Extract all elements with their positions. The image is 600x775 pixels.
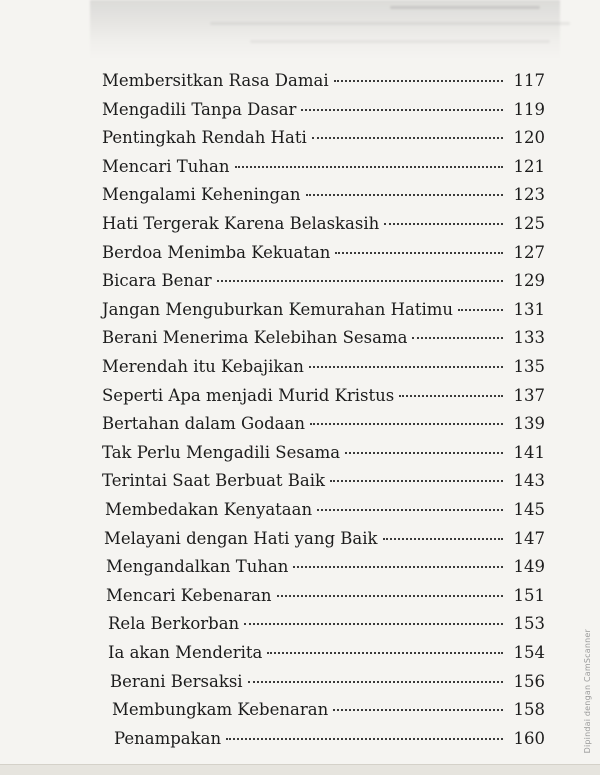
toc-entry-title: Terintai Saat Berbuat Baik (102, 471, 326, 491)
toc-entry (102, 297, 545, 323)
toc-entry (114, 726, 545, 752)
page-bottom-edge (0, 764, 600, 775)
toc-entry-title: Bertahan dalam Godaan (102, 414, 305, 434)
toc-entry-title: Jangan Menguburkan Kemurahan Hatimu (102, 299, 453, 319)
toc-entry-page-number: 133 (513, 328, 545, 348)
toc-entry-page-number: 147 (513, 528, 545, 548)
toc-entry-page-number: 156 (513, 671, 545, 691)
toc-entry-title: Berani Bersaksi (110, 671, 243, 691)
show-through-shadow (90, 0, 560, 60)
toc-entry-page-number: 125 (513, 214, 545, 233)
toc-entry-page-number: 141 (513, 442, 545, 462)
toc-entry (102, 268, 545, 294)
toc-entry-title: Rela Berkorban (108, 614, 240, 634)
toc-dot-leader (384, 223, 503, 225)
toc-entry-title: Membersitkan Rasa Damai (102, 71, 329, 90)
toc-entry (106, 583, 545, 609)
toc-entry-title: Ia akan Menderita (108, 643, 263, 662)
watermark-text: Dipindai dengan CamScanner (583, 628, 592, 753)
toc-entry-title: Melayani dengan Hati yang Baik (104, 528, 378, 548)
toc-entry-title: Mengadili Tanpa Dasar (102, 99, 297, 119)
toc-entry-title: Berdoa Menimba Kekuatan (102, 242, 331, 262)
toc-entry (102, 154, 545, 180)
toc-entry-page-number: 145 (513, 500, 545, 519)
toc-dot-leader (217, 280, 503, 282)
toc-dot-leader (333, 709, 503, 711)
scanner-watermark (583, 629, 592, 753)
toc-entry-title: Berani Menerima Kelebihan Sesama (102, 328, 408, 348)
toc-entry-page-number: 131 (513, 299, 545, 319)
toc-dot-leader (399, 395, 503, 397)
toc-entry-page-number: 151 (513, 585, 545, 605)
toc-entry-page-number: 154 (513, 643, 545, 662)
toc-dot-leader (248, 681, 503, 683)
toc-entry-title: Membedakan Kenyataan (105, 500, 313, 519)
toc-entry-page-number: 121 (513, 156, 545, 176)
toc-entry-title: Merendah itu Kebajikan (102, 357, 304, 376)
toc-entry (102, 468, 545, 494)
toc-entry (102, 68, 545, 94)
toc-entry-page-number: 129 (513, 271, 545, 291)
toc-dot-leader (383, 538, 503, 540)
toc-entry-title: Membungkam Kebenaran (112, 700, 329, 720)
toc-entry (108, 611, 545, 637)
toc-entry-title: Mengandalkan Tuhan (106, 557, 289, 577)
toc-entry (102, 97, 545, 123)
toc-entry (102, 325, 545, 351)
toc-entry (102, 354, 545, 380)
toc-entry (112, 697, 545, 723)
toc-dot-leader (309, 366, 503, 368)
toc-entry-page-number: 120 (513, 128, 545, 148)
toc-dot-leader (235, 166, 504, 168)
toc-entry-title: Mencari Kebenaran (106, 585, 272, 605)
show-through-line (250, 40, 550, 43)
toc-entry-title: Hati Tergerak Karena Belaskasih (102, 214, 380, 233)
toc-entry (108, 640, 545, 666)
toc-dot-leader (244, 623, 503, 625)
toc-dot-leader (412, 337, 503, 339)
toc-dot-leader (301, 109, 503, 111)
toc-dot-leader (335, 252, 503, 254)
toc-entry-title: Bicara Benar (102, 271, 212, 291)
show-through-line (210, 22, 570, 25)
toc-entry-title: Seperti Apa menjadi Murid Kristus (102, 385, 395, 405)
toc-dot-leader (310, 423, 503, 425)
toc-entry-title: Penampakan (114, 728, 222, 748)
toc-entry (102, 125, 545, 151)
toc-entry (104, 526, 545, 552)
toc-entry-page-number: 135 (513, 357, 545, 376)
toc-dot-leader (293, 566, 503, 568)
toc-entry-page-number: 158 (513, 700, 545, 720)
toc-entry-title: Mencari Tuhan (102, 156, 230, 176)
toc-entry (102, 440, 545, 466)
toc-entry-page-number: 119 (513, 99, 545, 119)
toc-dot-leader (306, 194, 503, 196)
toc-entry-page-number: 153 (513, 614, 545, 634)
toc-entry-page-number: 123 (513, 185, 545, 205)
toc-entry-title: Pentingkah Rendah Hati (102, 128, 307, 148)
toc-entry-page-number: 127 (513, 242, 545, 262)
toc-entry-page-number: 149 (513, 557, 545, 577)
toc-dot-leader (345, 452, 503, 454)
toc-entry (102, 240, 545, 266)
toc-dot-leader (317, 509, 503, 511)
toc-entry-page-number: 143 (513, 471, 545, 491)
toc-entry (105, 497, 545, 523)
toc-entry-title: Tak Perlu Mengadili Sesama (102, 442, 341, 462)
toc-dot-leader (334, 80, 503, 82)
toc-dot-leader (330, 480, 503, 482)
toc-dot-leader (312, 137, 503, 139)
toc-entry (102, 383, 545, 409)
toc-dot-leader (226, 738, 503, 740)
toc-entry (102, 182, 545, 208)
toc-dot-leader (267, 652, 503, 654)
toc-entry (102, 211, 545, 237)
toc-entry-page-number: 117 (513, 71, 545, 90)
show-through-line (390, 6, 540, 9)
toc-entry (102, 411, 545, 437)
toc-entry-page-number: 137 (513, 385, 545, 405)
toc-entry (110, 669, 545, 695)
toc-dot-leader (458, 309, 503, 311)
toc-entry-title: Mengalami Keheningan (102, 185, 301, 205)
toc-dot-leader (277, 595, 503, 597)
toc-entry (106, 554, 545, 580)
toc-entry-page-number: 160 (513, 728, 545, 748)
toc-entry-page-number: 139 (513, 414, 545, 434)
